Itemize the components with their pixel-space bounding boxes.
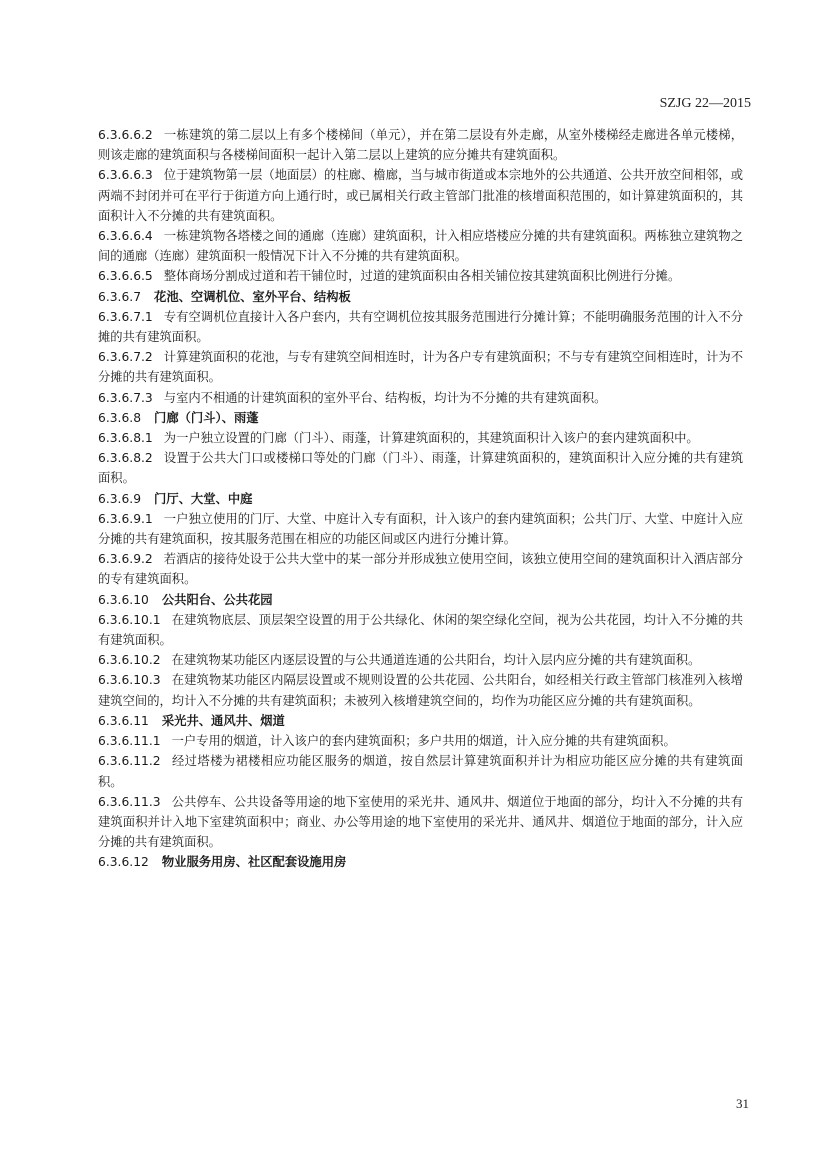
section-number: 6.3.6.9 [98,491,142,506]
clause-6-3-6-10-3 [98,670,743,710]
clause-6-3-6-7-3 [98,388,743,408]
section-number: 6.3.6.7 [98,289,142,304]
clause-text: 计算建筑面积的花池，与专有建筑空间相连时，计为各户专有建筑面积；不与专有建筑空间相连时，计为不分摊的共有建筑面积。 [98,350,743,385]
section-heading-6-3-6-7 [98,287,743,307]
section-title: 门厅、大堂、中庭 [154,491,253,506]
clause-text: 一栋建筑的第二层以上有多个楼梯间（单元），并在第二层设有外走廊，从室外楼梯经走廊进各单元楼梯，则该走廊的建筑面积与各楼梯间面积一起计入第二层以上建筑的应分摊共有建筑面积。 [98,128,743,163]
section-heading-6-3-6-8 [98,408,743,428]
clause-text: 位于建筑物第一层（地面层）的柱廊、檐廊，当与城市街道或本宗地外的公共通道、公共开放空间相邻，或两端不封闭并可在平行于街道方向上通行时，或已属相关行政主管部门批准的核增面积范围的，如计算建筑面积的，其面积计入不分摊的共有建筑面积。 [98,168,743,223]
clause-6-3-6-10-1 [98,610,743,650]
clause-number: 6.3.6.10.1 [98,612,161,627]
clause-6-3-6-8-2 [98,448,743,488]
clause-text: 在建筑物某功能区内隔层设置或不规则设置的公共花园、公共阳台，如经相关行政主管部门核准列入核增建筑空间的，均计入不分摊的共有建筑面积；未被列入核增建筑空间的，均作为功能区应分摊的共有建筑面积。 [98,673,743,708]
clause-6-3-6-8-1 [98,428,743,448]
section-title: 采光井、通风井、烟道 [161,713,285,728]
clause-6-3-6-11-2 [98,751,743,791]
clause-number: 6.3.6.10.2 [98,653,161,668]
clause-text: 一栋建筑物各塔楼之间的通廊（连廊）建筑面积，计入相应塔楼应分摊的共有建筑面积。两栋独立建筑物之间的通廊（连廊）建筑面积一般情况下计入不分摊的共有建筑面积。 [98,229,743,264]
clause-6-3-6-9-2 [98,549,743,589]
document-body [98,125,743,873]
section-number: 6.3.6.11 [98,713,149,728]
clause-text: 公共停车、公共设备等用途的地下室使用的采光井、通风井、烟道位于地面的部分，均计入不分摊的共有建筑面积并计入地下室建筑面积中；商业、办公等用途的地下室使用的采光井、通风井、烟道位于地面的部分，计入应分摊的共有建筑面积。 [98,794,743,850]
clause-number: 6.3.6.11.3 [98,794,161,809]
clause-number: 6.3.6.11.1 [98,734,161,749]
clause-text: 整体商场分割成过道和若干铺位时，过道的建筑面积由各相关铺位按其建筑面积比例进行分摊。 [163,269,681,284]
clause-number: 6.3.6.6.3 [98,168,153,183]
clause-number: 6.3.6.7.2 [98,350,153,365]
clause-6-3-6-10-2 [98,650,743,670]
section-heading-6-3-6-10 [98,590,743,610]
section-heading-6-3-6-11 [98,711,743,731]
section-title: 门廊（门斗）、雨蓬 [154,410,259,425]
clause-number: 6.3.6.7.1 [98,309,153,324]
clause-number: 6.3.6.6.5 [98,269,153,284]
clause-6-3-6-7-1 [98,307,743,347]
clause-number: 6.3.6.9.1 [98,511,153,526]
clause-text: 在建筑物底层、顶层架空设置的用于公共绿化、休闲的架空绿化空间，视为公共花园，均计入不分摊的共有建筑面积。 [98,612,743,648]
clause-6-3-6-6-5 [98,266,743,286]
section-number: 6.3.6.8 [98,410,142,425]
clause-number: 6.3.6.11.2 [98,754,161,769]
page-number: 31 [736,1096,749,1111]
clause-number: 6.3.6.7.3 [98,390,153,405]
section-heading-6-3-6-9 [98,489,743,509]
clause-text: 为一户独立设置的门廊（门斗）、雨蓬，计算建筑面积的，其建筑面积计入该户的套内建筑面积中。 [163,431,699,446]
clause-6-3-6-6-3 [98,165,743,226]
clause-6-3-6-6-2 [98,125,743,165]
clause-6-3-6-11-1 [98,731,743,751]
clause-number: 6.3.6.6.2 [98,128,153,142]
clause-6-3-6-6-4 [98,226,743,266]
section-title: 花池、空调机位、室外平台、结构板 [154,289,351,304]
clause-text: 专有空调机位直接计入各户套内，共有空调机位按其服务范围进行分摊计算；不能明确服务范围的计入不分摊的共有建筑面积。 [98,309,743,345]
clause-6-3-6-11-3 [98,792,743,853]
section-title: 物业服务用房、社区配套设施用房 [161,855,347,870]
clause-text: 一户独立使用的门厅、大堂、中庭计入专有面积，计入该户的套内建筑面积；公共门厅、大堂、中庭计入应分摊的共有建筑面积，按其服务范围在相应的功能区间或区内进行分摊计算。 [98,511,743,547]
section-number: 6.3.6.10 [98,592,149,607]
clause-text: 经过塔楼为裙楼相应功能区服务的烟道，按自然层计算建筑面积并计为相应功能区应分摊的共有建筑面积。 [98,754,743,789]
clause-text: 若酒店的接待处设于公共大堂中的某一部分并形成独立使用空间，该独立使用空间的建筑面积计入酒店部分的专有建筑面积。 [98,552,743,587]
clause-number: 6.3.6.8.2 [98,451,153,466]
clause-6-3-6-9-1 [98,509,743,549]
standard-code-header: SZJG 22—2015 [659,96,751,111]
clause-number: 6.3.6.9.2 [98,552,153,567]
clause-text: 在建筑物某功能区内逐层设置的与公共通道连通的公共阳台，均计入层内应分摊的共有建筑面积。 [171,653,701,668]
section-title: 公共阳台、公共花园 [161,592,273,607]
clause-number: 6.3.6.8.1 [98,431,153,446]
clause-number: 6.3.6.10.3 [98,673,161,688]
clause-text: 设置于公共大门口或楼梯口等处的门廊（门斗）、雨蓬，计算建筑面积的，建筑面积计入应分摊的共有建筑面积。 [98,451,743,486]
section-number: 6.3.6.12 [98,855,149,870]
clause-6-3-6-7-2 [98,347,743,387]
section-heading-6-3-6-12 [98,852,743,872]
clause-text: 一户专用的烟道，计入该户的套内建筑面积；多户共用的烟道，计入应分摊的共有建筑面积。 [171,734,676,749]
clause-number: 6.3.6.6.4 [98,229,153,244]
clause-text: 与室内不相通的计建筑面积的室外平台、结构板，均计为不分摊的共有建筑面积。 [163,390,607,405]
